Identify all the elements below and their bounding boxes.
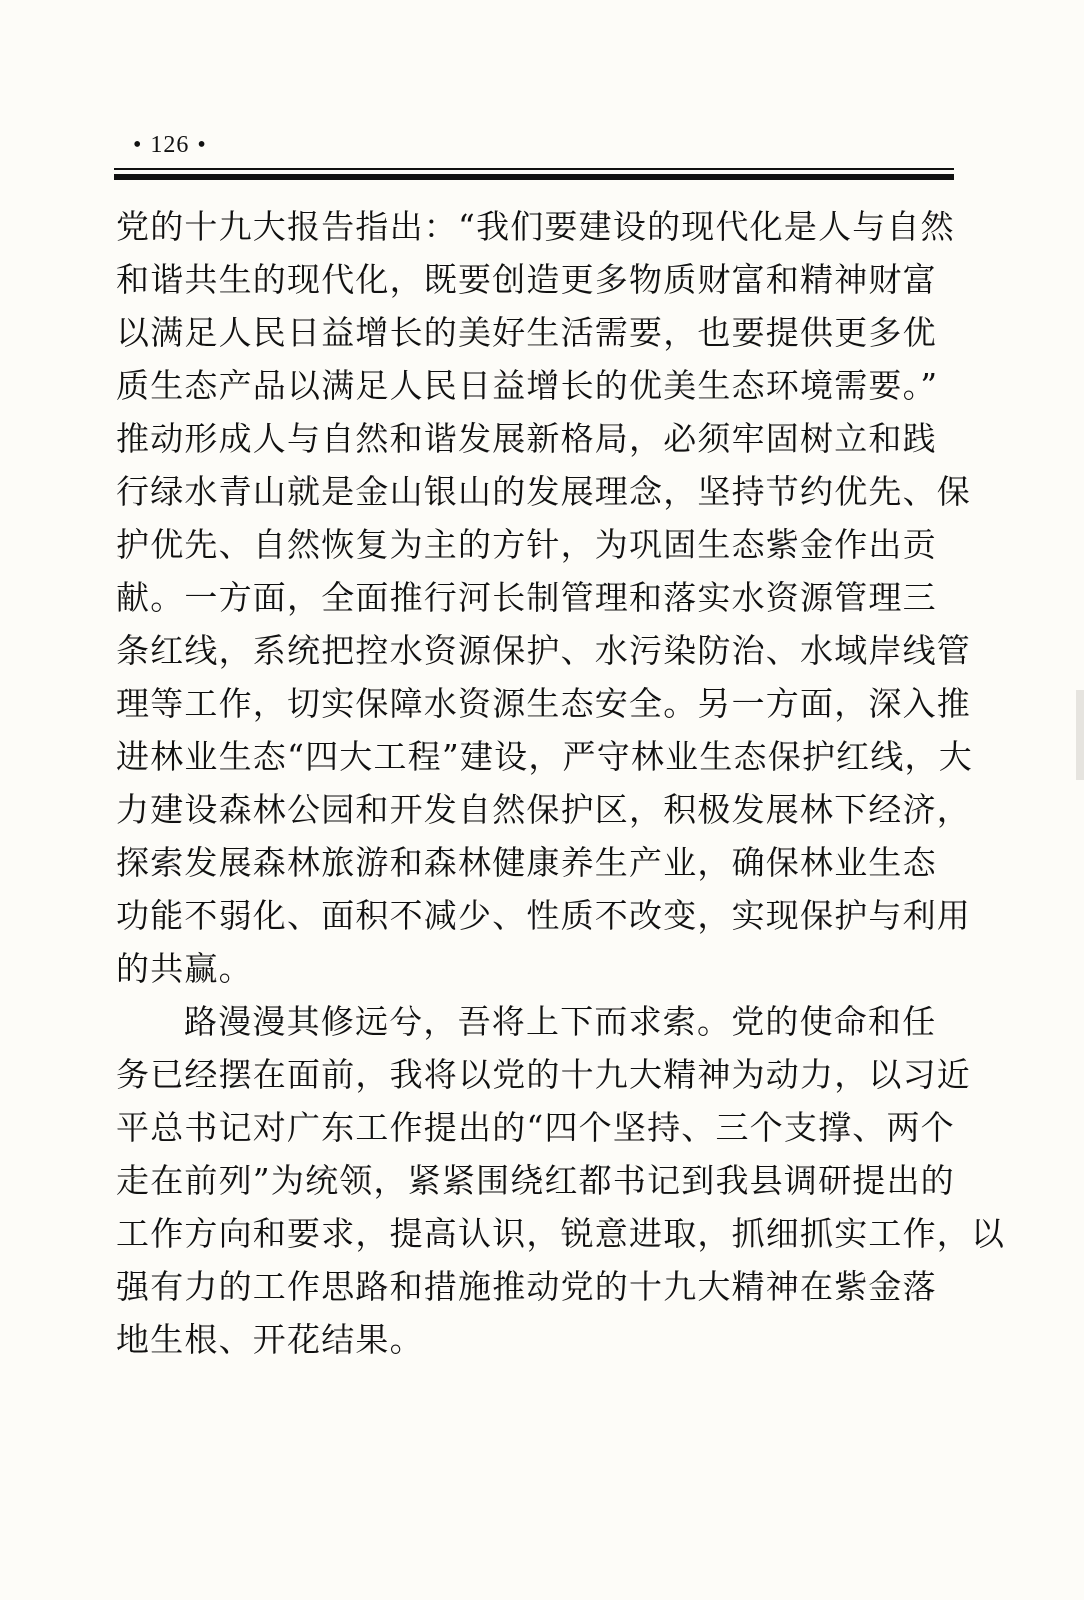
text-line: 力建设森林公园和开发自然保护区，积极发展林下经济， (116, 790, 971, 829)
text-line: 以满足人民日益增长的美好生活需要，也要提供更多优 (116, 313, 937, 352)
text-line: 的共赢。 (116, 949, 253, 988)
text-line: 党的十九大报告指出：“我们要建设的现代化是人与自然 (116, 207, 955, 246)
text-line: 平总书记对广东工作提出的“四个坚持、三个支撑、两个 (116, 1108, 955, 1147)
text-line: 护优先、自然恢复为主的方针，为巩固生态紫金作出贡 (116, 525, 937, 564)
header-bullet-right: • (197, 132, 207, 158)
text-line: 务已经摆在面前，我将以党的十九大精神为动力，以习近 (116, 1055, 971, 1094)
text-line: 进林业生态“四大工程”建设，严守林业生态保护红线，大 (116, 737, 973, 776)
text-line: 理等工作，切实保障水资源生态安全。另一方面，深入推 (116, 684, 971, 723)
text-line: 和谐共生的现代化，既要创造更多物质财富和精神财富 (116, 260, 937, 299)
text-line: 探索发展森林旅游和森林健康养生产业，确保林业生态 (116, 843, 937, 882)
page-header (125, 132, 215, 159)
header-rule-thin (114, 168, 954, 170)
text-line: 条红线，系统把控水资源保护、水污染防治、水域岸线管 (116, 631, 971, 670)
text-line: 强有力的工作思路和措施推动党的十九大精神在紫金落 (116, 1267, 937, 1306)
header-bullet-left: • (133, 132, 143, 158)
paragraph-start-line: 路漫漫其修远兮，吾将上下而求索。党的使命和任 (184, 1002, 937, 1041)
page-number: 126 (150, 132, 190, 158)
text-line: 推动形成人与自然和谐发展新格局，必须牢固树立和践 (116, 419, 937, 458)
text-line: 地生根、开花结果。 (116, 1320, 424, 1359)
body-text (116, 200, 1006, 1366)
text-line: 行绿水青山就是金山银山的发展理念，坚持节约优先、保 (116, 472, 971, 511)
text-line: 工作方向和要求，提高认识，锐意进取，抓细抓实工作，以 (116, 1214, 1006, 1253)
text-line: 功能不弱化、面积不减少、性质不改变，实现保护与利用 (116, 896, 971, 935)
text-line: 质生态产品以满足人民日益增长的优美生态环境需要。” (116, 366, 939, 405)
scan-edge-shadow (1076, 690, 1084, 780)
header-rule-thick (114, 174, 954, 180)
text-line: 走在前列”为统领，紧紧围绕红都书记到我县调研提出的 (116, 1161, 955, 1200)
text-line: 献。一方面，全面推行河长制管理和落实水资源管理三 (116, 578, 937, 617)
